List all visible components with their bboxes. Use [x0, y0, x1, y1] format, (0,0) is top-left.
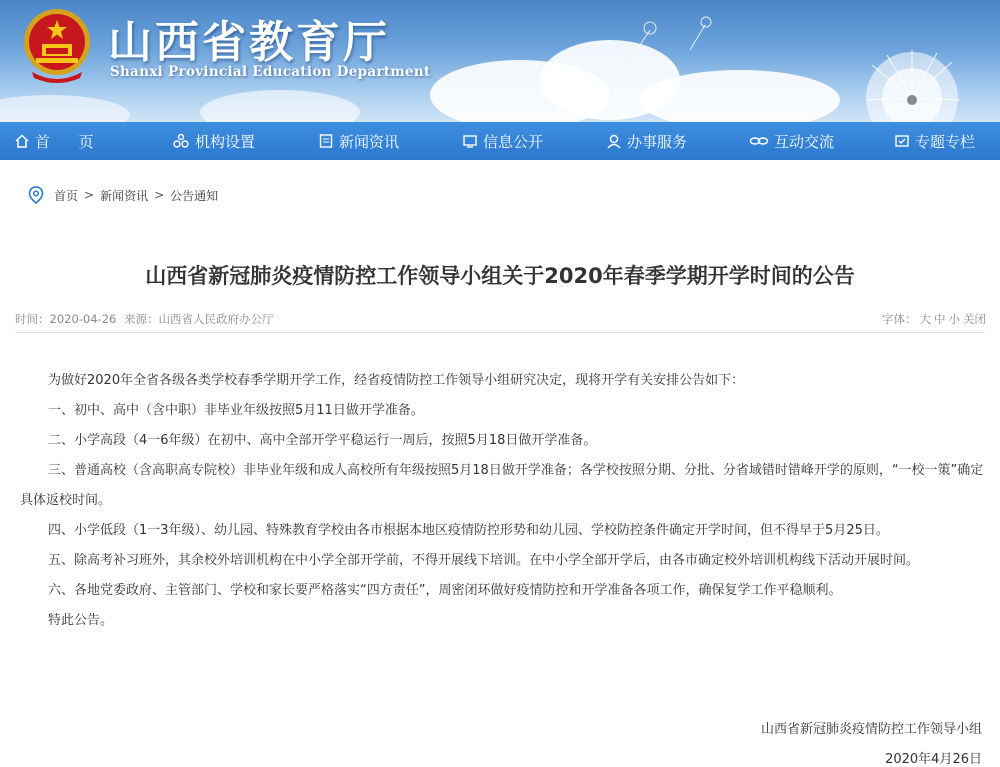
paragraph: 四、小学低段（1一3年级）、幼儿园、特殊教育学校由各市根据本地区疫情防控形势和幼儿园、学校防控条件确定开学时间，但不得早于5月25日。 — [48, 523, 889, 538]
divider — [15, 332, 985, 333]
nav-item-home[interactable] — [14, 122, 94, 160]
nav-label: 信息公开 — [483, 132, 544, 151]
paragraph: 五、除高考补习班外，其余校外培训机构在中小学全部开学前，不得开展线下培训。在中小学全部开学后，由各市确定校外培训机构线下活动开展时间。 — [48, 553, 920, 568]
interact-icon — [749, 133, 769, 149]
nav-label: 新闻资讯 — [339, 132, 400, 151]
font-size-label: 字体： — [882, 312, 917, 326]
font-size-large[interactable]: 大 — [919, 312, 931, 326]
breadcrumb — [28, 186, 218, 204]
source-label: 来源： — [124, 312, 159, 326]
site-title: 山西省教育厅 — [108, 17, 390, 68]
breadcrumb-separator: > — [84, 188, 95, 202]
nav-item-org[interactable] — [172, 122, 255, 160]
site-subtitle: Shanxi Provincial Education Department — [110, 64, 431, 80]
news-icon — [318, 133, 334, 149]
paragraph: 为做好2020年全省各级各类学校春季学期开学工作，经省疫情防控工作领导小组研究决定，现将开学有关安排公告如下： — [48, 373, 745, 388]
paragraph: 二、小学高段（4一6年级）在初中、高中全部开学平稳运行一周后，按照5月18日做开学准备。 — [48, 433, 597, 448]
time-label: 时间： — [15, 312, 50, 326]
breadcrumb-separator: > — [154, 188, 165, 202]
national-emblem-icon — [22, 6, 92, 84]
font-size-small[interactable]: 小 — [948, 312, 960, 326]
nav-label: 机构设置 — [195, 132, 256, 151]
close-page-button[interactable]: 关闭 — [963, 312, 986, 326]
article-title: 山西省新冠肺炎疫情防控工作领导小组关于2020年春季学期开学时间的公告 — [145, 264, 855, 288]
nav-item-service[interactable] — [606, 122, 687, 160]
publish-time: 2020-04-26 — [49, 312, 117, 326]
dandelion-decoration — [832, 20, 982, 122]
info-icon — [462, 133, 478, 149]
nav-label: 专题专栏 — [915, 132, 976, 151]
nav-label: 互动交流 — [774, 132, 835, 151]
seed-decoration — [620, 10, 740, 70]
article-source: 山西省人民政府办公厅 — [158, 312, 274, 326]
signature-date: 2020年4月26日 — [885, 752, 982, 767]
nav-item-topic[interactable] — [894, 122, 975, 160]
location-pin-icon — [28, 186, 44, 204]
cloud-decoration — [0, 95, 130, 122]
cloud-decoration — [200, 90, 360, 122]
article-meta — [15, 311, 278, 327]
nav-item-interact[interactable] — [749, 122, 834, 160]
breadcrumb-news-link[interactable]: 新闻资讯 — [100, 188, 149, 203]
breadcrumb-current-link[interactable]: 公告通知 — [170, 188, 219, 203]
paragraph: 三、普通高校（含高职高专院校）非毕业年级和成人高校所有年级按照5月18日做开学准备；各学校按照分期、分批、分省域错时错峰开学的原则，“一校一策”确定具体返校时间。 — [20, 463, 984, 508]
font-size-medium[interactable]: 中 — [934, 312, 946, 326]
cloud-decoration — [640, 70, 840, 122]
breadcrumb-home-link[interactable]: 首页 — [54, 188, 79, 203]
paragraph: 六、各地党委政府、主管部门、学校和家长要严格落实“四方责任”，周密闭环做好疫情防控和开学准备各项工作，确保复学工作平稳顺利。 — [48, 583, 842, 598]
paragraph: 特此公告。 — [48, 613, 114, 628]
org-icon — [172, 133, 190, 149]
site-banner — [0, 0, 1000, 122]
main-nav — [0, 122, 1000, 160]
signature-org: 山西省新冠肺炎疫情防控工作领导小组 — [760, 722, 982, 737]
topic-icon — [894, 133, 910, 149]
home-icon — [14, 133, 30, 149]
nav-item-news[interactable] — [318, 122, 399, 160]
nav-item-info[interactable] — [462, 122, 543, 160]
service-icon — [606, 133, 622, 149]
font-size-control — [882, 311, 986, 327]
paragraph: 一、初中、高中（含中职）非毕业年级按照5月11日做开学准备。 — [48, 403, 424, 418]
article-body — [20, 366, 985, 636]
nav-label: 首 页 — [35, 132, 94, 151]
nav-label: 办事服务 — [627, 132, 688, 151]
